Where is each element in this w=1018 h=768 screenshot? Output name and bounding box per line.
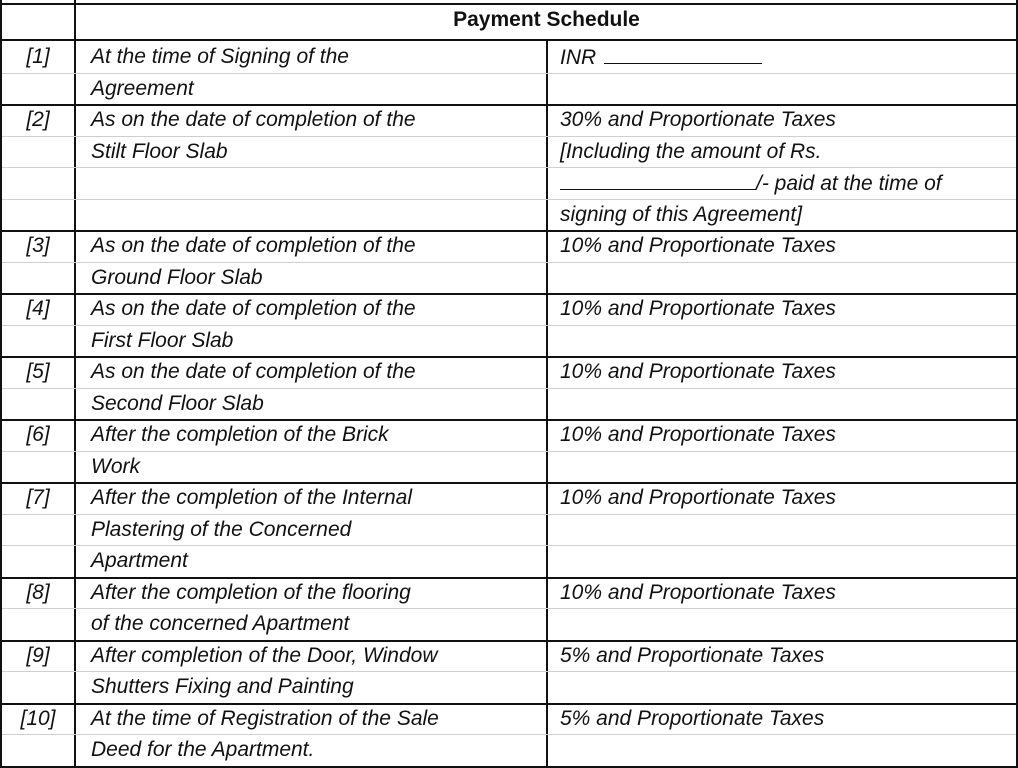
amount-text: /- paid at the time of [560,167,942,200]
amount-text: 5% and Proportionate Taxes [560,707,825,730]
stage-text: As on the date of completion of the [91,297,416,320]
stage-text: Deed for the Apartment. [91,738,315,761]
amount-text: 10% and Proportionate Taxes [560,234,836,257]
row-number: [3] [26,234,50,257]
stage-text: Work [91,455,140,478]
amount-text: 10% and Proportionate Taxes [560,486,836,509]
stage-text: At the time of Registration of the Sale [91,707,439,730]
stage-text: As on the date of completion of the [91,234,416,257]
stage-text: Second Floor Slab [91,392,264,415]
amount-text: INR [560,41,762,74]
row-gridline [2,451,1016,452]
table-title: Payment Schedule [453,8,640,31]
amount-text: 5% and Proportionate Taxes [560,644,825,667]
row-number: [9] [26,644,50,667]
amount-text: 10% and Proportionate Taxes [560,360,836,383]
amount-text: [Including the amount of Rs. [560,140,822,163]
stage-text: Ground Floor Slab [91,266,263,289]
amount-text: 10% and Proportionate Taxes [560,423,836,446]
stage-text: At the time of Signing of the [91,45,349,68]
row-number: [8] [26,581,50,604]
row-number: [1] [26,45,50,68]
row-number: [2] [26,108,50,131]
stage-text: Stilt Floor Slab [91,140,228,163]
amount-text: 30% and Proportionate Taxes [560,108,836,131]
row-number: [5] [26,360,50,383]
stage-text: After the completion of the flooring [91,581,411,604]
row-number: [4] [26,297,50,320]
row-number: [7] [26,486,50,509]
row-number: [10] [20,707,56,730]
stage-text: After the completion of the Internal [91,486,413,509]
amount-text: 10% and Proportionate Taxes [560,297,836,320]
stage-text: Plastering of the Concerned [91,518,352,541]
stage-text: Shutters Fixing and Painting [91,675,354,698]
amount-text: signing of this Agreement] [560,203,803,226]
amount-text: 10% and Proportionate Taxes [560,581,836,604]
stage-text: Apartment [91,549,188,572]
amount-blank-line [604,41,762,64]
row-number: [6] [26,423,50,446]
stage-text: Agreement [91,77,194,100]
row-border [0,3,1018,5]
column-border [546,39,548,768]
column-border [74,0,76,768]
stage-text: After the completion of the Brick [91,423,389,446]
stage-text: After completion of the Door, Window [91,644,438,667]
amount-blank-line [560,167,756,190]
stage-text: As on the date of completion of the [91,108,416,131]
stage-text: As on the date of completion of the [91,360,416,383]
stage-text: of the concerned Apartment [91,612,350,635]
stage-text: First Floor Slab [91,329,234,352]
